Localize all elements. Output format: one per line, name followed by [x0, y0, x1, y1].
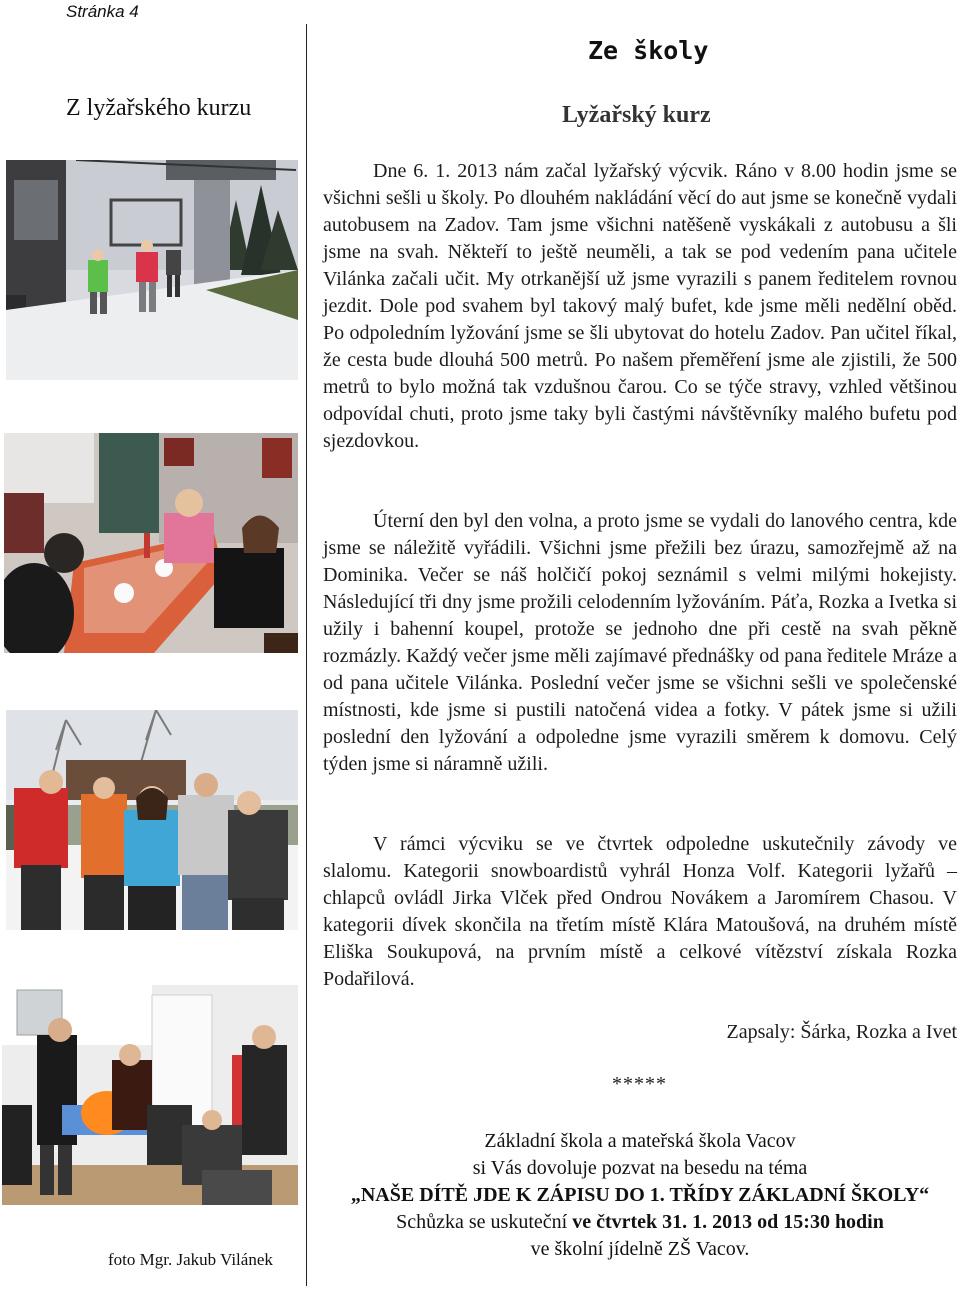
article-title: Lyžařský kurz	[562, 102, 711, 128]
article-signature: Zapsaly: Šárka, Rozka a Ivet	[726, 1021, 957, 1043]
page-number: Stránka 4	[66, 2, 139, 21]
article-paragraph-2-text: Úterní den byl den volna, a proto jsme se vydali do lanového centra, kde jsme se náležitě vyřádili. Všichni jsme přežili bez úrazu, samozřejmě až na Dominika. Večer se náš holčičí pokoj seznámil s velmi milými hokejisty. Následující tři dny jsme prožili celodenním lyžováním. Páťa, Rozka a Ivetka si užily i bahenní koupel, protože se jednoho dne při cestě na svah pěkně rozmázly. Každý večer jsme měli zajímavé přednášky od pana ředitele Mráze a od pana učitele Vilánka. Poslední večer jsme se všichni sešli ve společenské místnosti, kde jsme si pustili natočená videa a fotky. V pátek jsme si užili poslední den lyžování a odpoledne jsme vyrazili směrem k domovu. Celý týden jsme si náramně užili.	[323, 510, 957, 775]
invitation-title: „NAŠE DÍTĚ JDE K ZÁPISU DO 1. TŘÍDY ZÁKLADNÍ ŠKOLY“	[350, 1184, 930, 1206]
article-paragraph-3	[323, 831, 957, 993]
invitation-meeting-datetime: ve čtvrtek 31. 1. 2013 od 15:30 hodin	[572, 1211, 884, 1233]
photo-group-outdoors	[6, 710, 298, 930]
invitation-meeting-prefix: Schůzka se uskuteční	[396, 1211, 573, 1233]
article-paragraph-2	[323, 508, 957, 778]
photo-dining-room	[4, 433, 298, 653]
photo-ski-slope	[6, 160, 298, 380]
photo-credit: foto Mgr. Jakub Vilánek	[108, 1250, 273, 1269]
article-paragraph-1-text: Dne 6. 1. 2013 nám začal lyžařský výcvik. Ráno v 8.00 hodin jsme se všichni sešli u školy. Po dlouhém nakládání věcí do aut jsme se konečně vydali autobusem na Zadov. Tam jsme všichni natěšeně vyskákali z autobusu a šli jsme na svah. Někteří to ještě neuměli, a tak se pod vedením pana učitele Vilánka začali učit. My otrkanější už jsme vyrazili s panem ředitelem rovnou jezdit. Dole pod svahem byl takový malý bufet, kde jsme měli nedělní oběd. Po odpoledním lyžování jsme se šli ubytovat do hotelu Zadov. Pan učitel říkal, že cesta bude dlouhá 500 metrů. Po našem přeměření jsme ale zjistili, že 500 metrů to bylo možná tak vzdušnou čarou. Co se týče stravy, vzhled většinou odpovídal chuti, proto jsme taky byli častými návštěvníky malého bufetu pod sjezdovkou.	[323, 160, 957, 452]
invitation-block	[322, 1128, 958, 1263]
article-paragraph-3-text: V rámci výcviku se ve čtvrtek odpoledne uskutečnily závody ve slalomu. Kategorii snowboardistů vyhrál Honza Volf. Kategorii lyžařů – chlapců ovládl Jirka Vlček před Ondrou Novákem a Jaromírem Chasou. V kategorii dívek skončila na třetím místě Klára Matoušová, na druhém místě Eliška Soukupová, na prvním místě a celkové vítězství získala Rozka Podařilová.	[323, 833, 957, 990]
invitation-line-1: Základní škola a mateřská škola Vacov	[484, 1130, 796, 1152]
invitation-line-2: si Vás dovoluje pozvat na besedu na téma	[472, 1157, 808, 1179]
section-separator: *****	[612, 1073, 667, 1095]
invitation-location: ve školní jídelně ZŠ Vacov.	[530, 1238, 750, 1260]
article-paragraph-1	[323, 158, 957, 455]
photo-common-room	[2, 985, 298, 1205]
invitation-meeting	[322, 1209, 958, 1236]
column-divider	[306, 24, 307, 1286]
left-column-heading: Z lyžařského kurzu	[66, 95, 252, 121]
section-title: Ze školy	[588, 36, 709, 65]
